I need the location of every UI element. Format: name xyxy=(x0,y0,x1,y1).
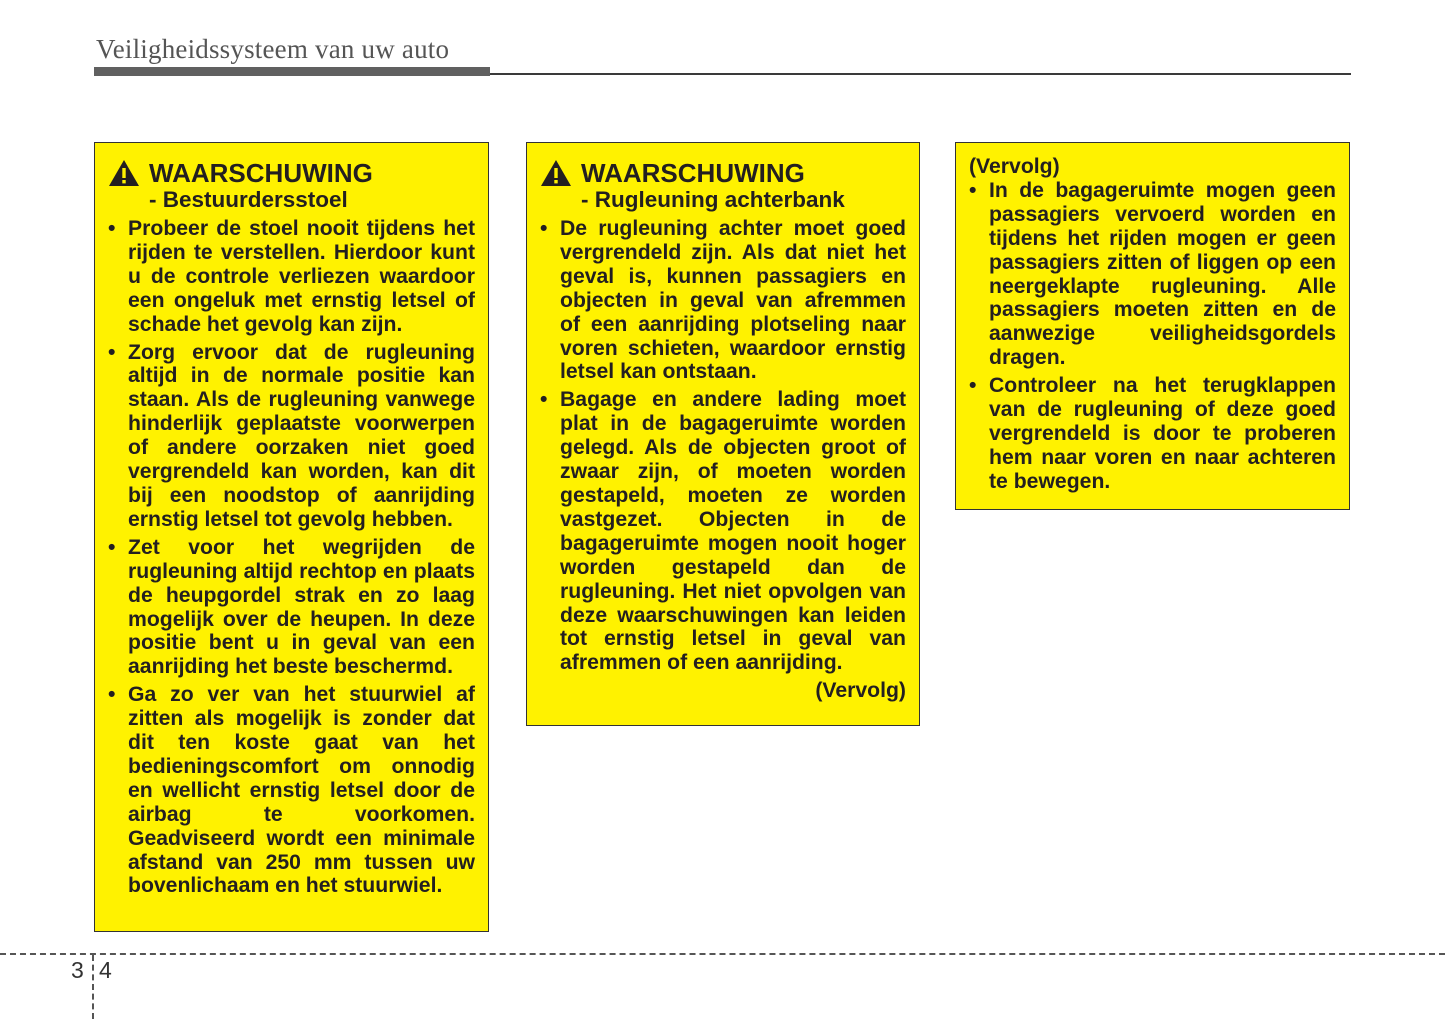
warning-box-driver-seat xyxy=(94,142,489,932)
continued-from-label: (Vervolg) xyxy=(969,155,1060,178)
list-item: • Probeer de stoel nooit tijdens het rijden te verstellen. Hierdoor kunt u de controle verliezen waardoor een ongeluk met ernstig letsel of schade het gevolg kan zijn. xyxy=(108,217,475,337)
warning-triangle-icon xyxy=(540,159,572,187)
warning-heading xyxy=(108,159,475,187)
page-number: 4 xyxy=(99,957,112,983)
list-item: • De rugleuning achter moet goed vergrendeld zijn. Als dat niet het geval is, kunnen passagiers en objecten in geval van afremmen of een aanrijding plotseling naar voren schieten, waardoor ernstig letsel kan ontstaan. xyxy=(540,217,906,384)
header-title: Veiligheidssysteem van uw auto xyxy=(96,34,450,64)
list-item: • Zet voor het wegrijden de rugleuning altijd rechtop en plaats de heupgordel strak en zo laag mogelijk over de heupen. In deze positie bent u in geval van een aanrijding het beste beschermd. xyxy=(108,536,475,679)
warning-heading-text: WAARSCHUWING xyxy=(581,158,805,188)
warning-triangle-icon xyxy=(108,159,140,187)
footer-divider xyxy=(0,953,1445,955)
warning-list xyxy=(969,179,1336,494)
warning-list xyxy=(108,217,475,898)
list-item: • Zorg ervoor dat de rugleuning altijd in de normale positie kan staan. Als de rugleuning vanwege hinderlijk geplaatste voorwerpen of andere oorzaken niet goed vergrendeld kan worden, kan dit bij een noodstop of aanrijding ernstig letsel tot gevolg hebben. xyxy=(108,341,475,532)
chapter-number: 3 xyxy=(71,957,84,983)
list-item: • In de bagageruimte mogen geen passagiers vervoerd worden en tijdens het rijden mogen er geen passagiers zitten of liggen op een neergeklapte rugleuning. Alle passagiers moeten zitten en de aanwezige veiligheidsgordels dragen. xyxy=(969,179,1336,370)
warning-subheading: - Rugleuning achterbank xyxy=(581,187,845,212)
warning-box-rear-seatback xyxy=(526,142,920,726)
header-rule-thick xyxy=(94,67,490,76)
warning-list xyxy=(540,217,906,675)
warning-heading-text: WAARSCHUWING xyxy=(149,158,373,188)
continued-label: (Vervolg) xyxy=(815,679,906,703)
list-item: • Bagage en andere lading moet plat in de bagageruimte worden gelegd. Als de objecten groot of zwaar zijn, of moeten worden gestapeld, moeten ze worden vastgezet. Objecten in de bagageruimte mogen nooit hoger worden gestapeld dan de rugleuning. Het niet opvolgen van deze waarschuwingen kan leiden tot ernstig letsel in geval van afremmen of een aanrijding. xyxy=(540,388,906,675)
warning-box-continued xyxy=(955,142,1350,510)
page-number-divider xyxy=(92,955,94,1019)
header-rule-thin xyxy=(490,73,1351,75)
list-item: • Ga zo ver van het stuurwiel af zitten als mogelijk is zonder dat dit ten koste gaat van het bedieningscomfort om onnodig en wellicht ernstig letsel door de airbag te voorkomen. Geadviseerd wordt een minimale afstand van 250 mm tussen uw bovenlichaam en het stuurwiel. xyxy=(108,683,475,898)
warning-heading xyxy=(540,159,906,187)
warning-subheading: - Bestuurdersstoel xyxy=(149,187,348,212)
list-item: • Controleer na het terugklappen van de rugleuning of deze goed vergrendeld is door te proberen hem naar voren en naar achteren te bewegen. xyxy=(969,374,1336,494)
